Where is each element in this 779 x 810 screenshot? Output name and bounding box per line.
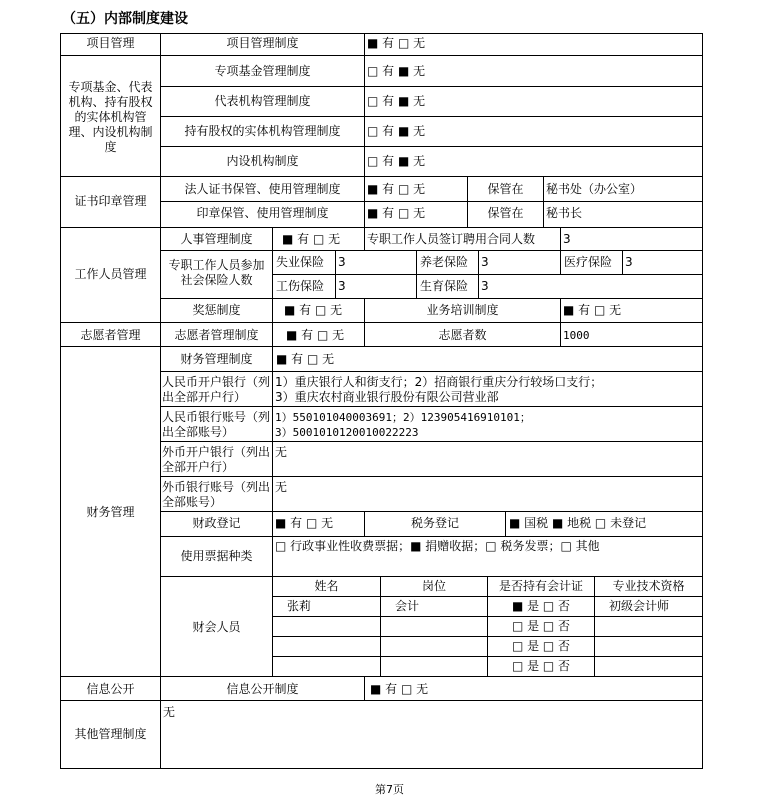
special-fund-checkbox[interactable]: □ 有 ■ 无 (367, 64, 426, 78)
disclosure-policy-label: 信息公开制度 (226, 682, 299, 696)
injury-label: 工伤保险 (276, 279, 325, 293)
volunteer-category: 志愿者管理 (80, 328, 141, 342)
fx-bank-value: 无 (275, 445, 288, 459)
volunteer-policy-label: 志愿者管理制度 (174, 328, 259, 342)
fiscal-registration-label: 财政登记 (192, 516, 241, 530)
other-value: 无 (163, 705, 176, 719)
other-category: 其他管理制度 (74, 727, 147, 741)
finance-policy-label: 财务管理制度 (180, 352, 253, 366)
license-keeper-value: 秘书处（办公室） (546, 182, 643, 196)
accountant-name: 张莉 (287, 599, 312, 613)
special-category: 专项基金、代表机构、持有股权的实体机构管理、内设机构制度 (68, 80, 153, 154)
finance-policy-checkbox[interactable]: ■ 有 □ 无 (276, 352, 335, 366)
rmb-bank-label: 人民币开户银行（列出全部开户行） (162, 375, 271, 404)
rep-office-label: 代表机构管理制度 (214, 94, 311, 108)
seal-policy-label: 印章保管、使用管理制度 (196, 206, 329, 220)
injury-value: 3 (338, 279, 346, 293)
section-title: （五）内部制度建设 (62, 11, 188, 27)
accountant-cert-checkbox[interactable]: □ 是 □ 否 (511, 659, 571, 673)
reward-policy-checkbox[interactable]: ■ 有 □ 无 (284, 303, 343, 317)
rmb-bank-line2: 3）重庆农村商业银行股份有限公司营业部 (275, 390, 499, 404)
accountant-header-name: 姓名 (314, 579, 339, 593)
project-category: 项目管理 (86, 36, 135, 50)
rmb-account-line1: 1）550101040003691；2）123905416910101； (275, 411, 531, 424)
project-item-checkbox[interactable]: ■ 有 □ 无 (367, 36, 426, 50)
accountant-label: 财会人员 (192, 620, 241, 634)
training-policy-label: 业务培训制度 (426, 303, 499, 317)
rep-office-checkbox[interactable]: □ 有 ■ 无 (367, 94, 426, 108)
accountant-qual: 初级会计师 (609, 599, 670, 613)
accountant-cert-checkbox[interactable]: □ 是 □ 否 (511, 639, 571, 653)
pension-label: 养老保险 (420, 255, 469, 269)
rmb-account-label: 人民币银行账号（列出全部账号） (162, 410, 271, 439)
seal-keeper-label: 保管在 (487, 206, 524, 220)
seal-policy-checkbox[interactable]: ■ 有 □ 无 (367, 206, 426, 220)
unemployment-value: 3 (338, 255, 346, 269)
volunteer-count-label: 志愿者数 (438, 328, 487, 342)
hr-policy-label: 人事管理制度 (180, 232, 253, 246)
certificate-category: 证书印章管理 (74, 194, 147, 208)
fx-account-value: 无 (275, 480, 288, 494)
contract-count-label: 专职工作人员签订聘用合同人数 (367, 232, 536, 246)
medical-label: 医疗保险 (564, 255, 613, 269)
rmb-bank-line1: 1）重庆银行人和街支行；2）招商银行重庆分行较场口支行； (275, 375, 603, 389)
maternity-label: 生育保险 (420, 279, 469, 293)
accountant-header-cert: 是否持有会计证 (498, 579, 583, 593)
disclosure-category: 信息公开 (86, 682, 135, 696)
hr-policy-checkbox[interactable]: ■ 有 □ 无 (282, 232, 341, 246)
accountant-cert-checkbox[interactable]: □ 是 □ 否 (511, 619, 571, 633)
license-policy-label: 法人证书保管、使用管理制度 (184, 182, 341, 196)
medical-value: 3 (625, 255, 633, 269)
equity-entity-label: 持有股权的实体机构管理制度 (184, 124, 341, 138)
internal-org-label: 内设机构制度 (226, 154, 299, 168)
receipt-type-checkbox[interactable]: □ 行政事业性收费票据；■ 捐赠收据；□ 税务发票；□ 其他 (275, 539, 600, 553)
license-keeper-label: 保管在 (487, 182, 524, 196)
accountant-cert-checkbox[interactable]: ■ 是 □ 否 (511, 599, 571, 613)
volunteer-policy-checkbox[interactable]: ■ 有 □ 无 (286, 328, 345, 342)
fx-bank-label: 外币开户银行（列出全部开户行） (162, 445, 271, 474)
reward-policy-label: 奖惩制度 (192, 303, 241, 317)
volunteer-count-value: 1000 (563, 329, 590, 342)
tax-registration-label: 税务登记 (410, 516, 459, 530)
contract-count-value: 3 (563, 232, 571, 246)
accountant-post: 会计 (395, 599, 420, 613)
training-policy-checkbox[interactable]: ■ 有 □ 无 (563, 303, 622, 317)
license-policy-checkbox[interactable]: ■ 有 □ 无 (367, 182, 426, 196)
finance-category: 财务管理 (86, 505, 135, 519)
tax-registration-checkbox[interactable]: ■ 国税 ■ 地税 □ 未登记 (509, 516, 647, 530)
page-number: 第7页 (375, 783, 404, 796)
special-fund-label: 专项基金管理制度 (214, 64, 311, 78)
rmb-account-line2: 3）5001010120010022223 (275, 426, 419, 439)
pension-value: 3 (481, 255, 489, 269)
disclosure-policy-checkbox[interactable]: ■ 有 □ 无 (370, 682, 429, 696)
unemployment-label: 失业保险 (276, 255, 325, 269)
staff-category: 工作人员管理 (74, 267, 147, 281)
accountant-header-qual: 专业技术资格 (612, 579, 685, 593)
maternity-value: 3 (481, 279, 489, 293)
seal-keeper-value: 秘书长 (546, 206, 583, 220)
fiscal-registration-checkbox[interactable]: ■ 有 □ 无 (275, 516, 334, 530)
accountant-header-post: 岗位 (421, 579, 446, 593)
project-item-label: 项目管理制度 (226, 36, 299, 50)
insurance-label: 专职工作人员参加社会保险人数 (168, 258, 265, 287)
receipt-type-label: 使用票据种类 (180, 549, 253, 563)
internal-org-checkbox[interactable]: □ 有 ■ 无 (367, 154, 426, 168)
equity-entity-checkbox[interactable]: □ 有 ■ 无 (367, 124, 426, 138)
fx-account-label: 外币银行账号（列出全部账号） (162, 480, 271, 509)
